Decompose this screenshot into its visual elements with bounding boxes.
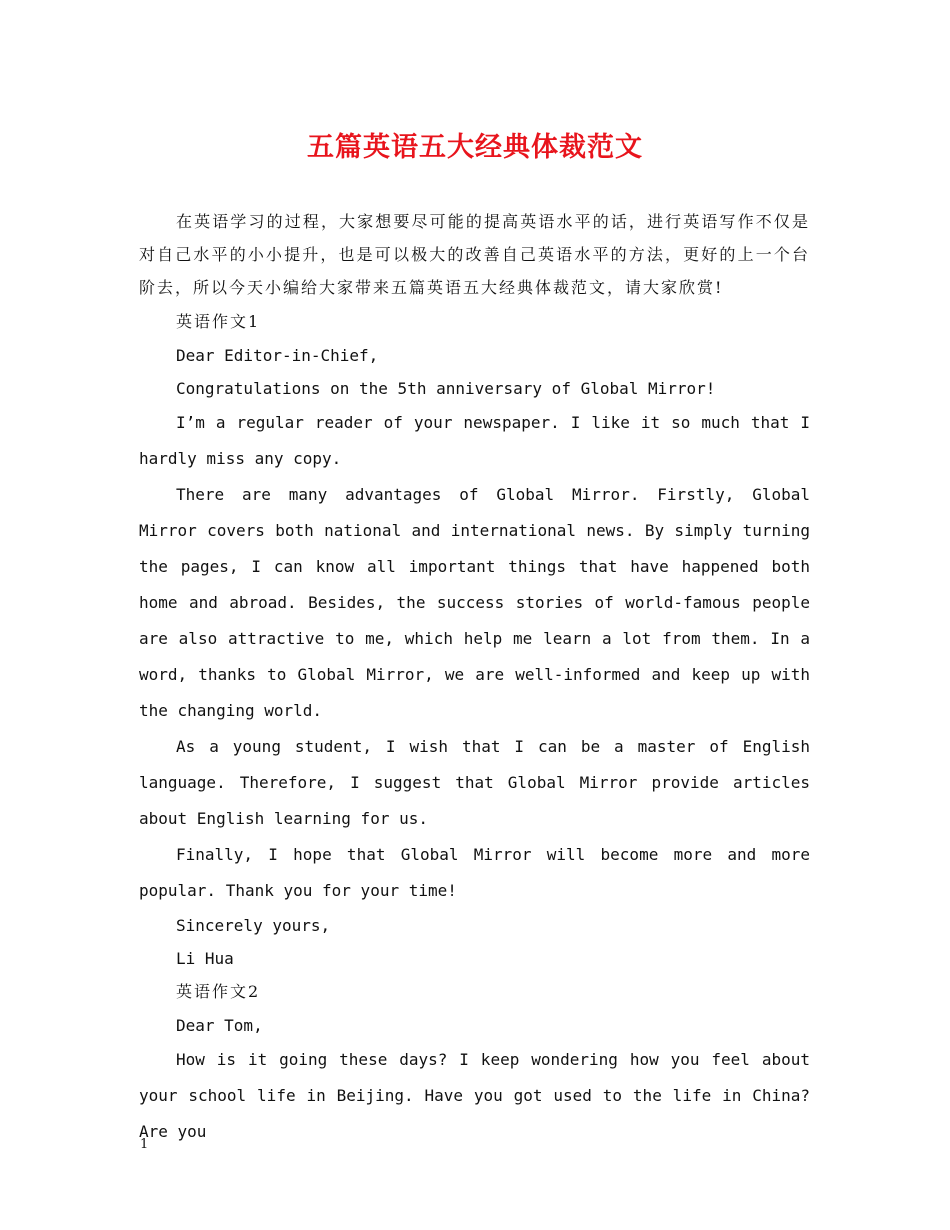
intro-paragraph: 在英语学习的过程，大家想要尽可能的提高英语水平的话，进行英语写作不仅是对自己水平的小小提升，也是可以极大的改善自己英语水平的方法，更好的上一个台阶去，所以今天小编给大家带来五篇英语五大经典体裁范文，请大家欣赏! (139, 212, 810, 297)
essay-heading-1: 英语作文1 (176, 312, 261, 331)
body-paragraph: There are many advantages of Global Mirror. Firstly, Global Mirror covers both national and international news. By simply turning the pages, I can know all important things that have happened both home and abroad. Besides, the success stories of world-famous people are also attractive to me, which help me learn a lot from them. In a word, thanks to Global Mirror, we are well-informed and keep up with the changing world. (139, 485, 810, 720)
closing: Sincerely yours, (176, 916, 331, 935)
salutation-1: Dear Editor-in-Chief, (176, 346, 379, 365)
document-title: 五篇英语五大经典体裁范文 (307, 132, 643, 163)
salutation-2: Dear Tom, (176, 1016, 263, 1035)
essay-heading-2: 英语作文2 (176, 982, 261, 1001)
body-paragraph: Congratulations on the 5th anniversary of Global Mirror! (176, 379, 716, 398)
body-paragraph: I’m a regular reader of your newspaper. I like it so much that I hardly miss any copy. (139, 413, 810, 468)
body-paragraph: As a young student, I wish that I can be a master of English language. Therefore, I suggest that Global Mirror provide articles about English learning for us. (139, 737, 810, 828)
body-paragraph: Finally, I hope that Global Mirror will become more and more popular. Thank you for your time! (139, 845, 810, 900)
signature-name: Li Hua (176, 949, 234, 968)
page-number: 1 (140, 1137, 149, 1152)
document-body (139, 205, 810, 1150)
body-paragraph: How is it going these days? I keep wondering how you feel about your school life in Beijing. Have you got used to the life in China? Are you (139, 1050, 810, 1141)
